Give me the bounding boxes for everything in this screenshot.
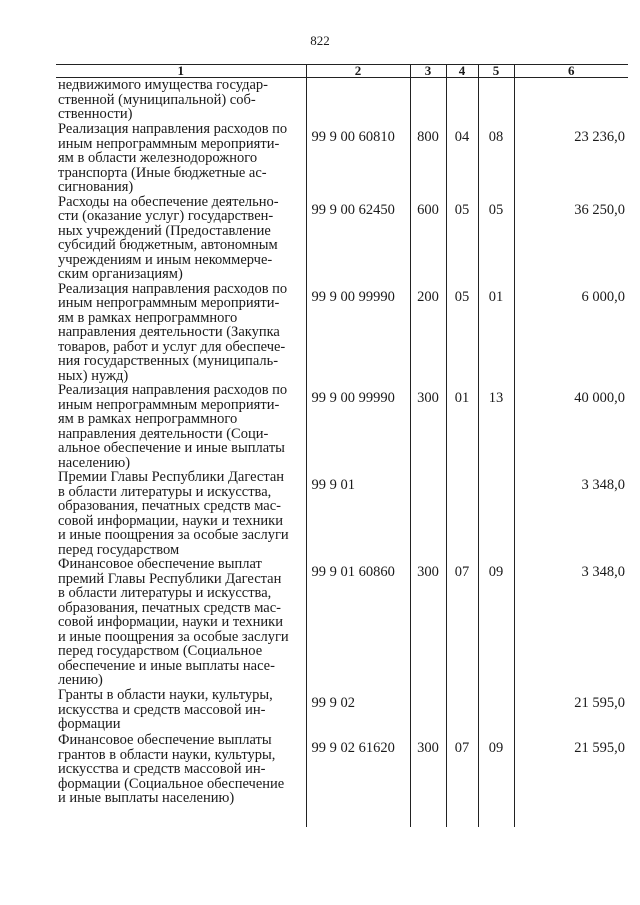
section — [446, 78, 478, 123]
subsection: 09 — [478, 557, 514, 688]
amount: 6 000,0 — [514, 282, 628, 384]
amount: 3 348,0 — [514, 557, 628, 688]
table-row — [56, 122, 628, 195]
expense-type — [410, 688, 446, 733]
table-row — [56, 733, 628, 827]
column-header: 4 — [446, 65, 478, 78]
section — [446, 470, 478, 557]
classification-code: 99 9 00 60810 — [306, 122, 410, 195]
table-row — [56, 195, 628, 282]
table-row — [56, 383, 628, 470]
subsection — [478, 470, 514, 557]
column-header: 3 — [410, 65, 446, 78]
table-row — [56, 78, 628, 123]
subsection: 01 — [478, 282, 514, 384]
expense-name: Реализация направления расходов по иным непрограммным мероприяти- ям в области железнодорожного транспорта (Иные бюджетные ас- сигнования) — [58, 121, 288, 195]
budget-table — [56, 64, 628, 827]
expense-name: Премии Главы Республики Дагестан в области литературы и искусства, образования, печатных средств мас- совой информации, науки и техники и иные поощрения за особые заслуги перед государством — [58, 469, 289, 558]
table-row — [56, 470, 628, 557]
expense-type: 600 — [410, 195, 446, 282]
expense-name: Финансовое обеспечение выплаты грантов в области науки, культуры, искусства и средств массовой ин- формации (Социальное обеспечение и иные выплаты населению) — [58, 732, 285, 806]
subsection — [478, 688, 514, 733]
column-header: 1 — [56, 65, 306, 78]
column-header: 6 — [514, 65, 628, 78]
amount: 40 000,0 — [514, 383, 628, 470]
amount — [514, 78, 628, 123]
table-row — [56, 688, 628, 733]
classification-code: 99 9 01 — [306, 470, 410, 557]
subsection: 05 — [478, 195, 514, 282]
subsection: 09 — [478, 733, 514, 827]
classification-code: 99 9 01 60860 — [306, 557, 410, 688]
expense-type: 300 — [410, 733, 446, 827]
expense-name: Расходы на обеспечение деятельно- сти (оказание услуг) государствен- ных учреждений (Предоставление субсидий бюджетным, автономным учреждениям и иным некоммерче- ским организациям) — [58, 193, 279, 282]
amount: 3 348,0 — [514, 470, 628, 557]
expense-name: недвижимого имущества государ- ственной (муниципальной) соб- ственности) — [58, 77, 268, 122]
column-header: 2 — [306, 65, 410, 78]
expense-name: Реализация направления расходов по иным непрограммным мероприяти- ям в рамках непрограммного направления деятельности (Соци- альное обеспечение и иные выплаты населению) — [58, 382, 288, 471]
section: 07 — [446, 733, 478, 827]
expense-type: 300 — [410, 383, 446, 470]
section: 01 — [446, 383, 478, 470]
classification-code — [306, 78, 410, 123]
classification-code: 99 9 00 99990 — [306, 383, 410, 470]
expense-type: 200 — [410, 282, 446, 384]
section — [446, 688, 478, 733]
section: 05 — [446, 195, 478, 282]
classification-code: 99 9 00 99990 — [306, 282, 410, 384]
expense-name: Гранты в области науки, культуры, искусства и средств массовой ин- формации — [58, 687, 273, 732]
amount: 23 236,0 — [514, 122, 628, 195]
section: 05 — [446, 282, 478, 384]
classification-code: 99 9 02 — [306, 688, 410, 733]
expense-name: Финансовое обеспечение выплат премий Главы Республики Дагестан в области литературы и искусства, образования, печатных средств мас- совой информации, науки и техники и иные поощрения за особые заслуги перед государством (Социальное обеспечение и иные выплаты насе- лению) — [58, 556, 289, 688]
table-row — [56, 282, 628, 384]
expense-type — [410, 78, 446, 123]
section: 07 — [446, 557, 478, 688]
table-row — [56, 557, 628, 688]
classification-code: 99 9 02 61620 — [306, 733, 410, 827]
expense-type — [410, 470, 446, 557]
amount: 36 250,0 — [514, 195, 628, 282]
classification-code: 99 9 00 62450 — [306, 195, 410, 282]
expense-name: Реализация направления расходов по иным непрограммным мероприяти- ям в рамках непрограммного направления деятельности (Закупка товаров, работ и услуг для обеспече- ния государственных (муниципаль- ных) нужд) — [58, 280, 288, 384]
expense-type: 800 — [410, 122, 446, 195]
subsection — [478, 78, 514, 123]
amount: 21 595,0 — [514, 688, 628, 733]
expense-type: 300 — [410, 557, 446, 688]
subsection: 13 — [478, 383, 514, 470]
page-number: 822 — [310, 33, 330, 48]
amount: 21 595,0 — [514, 733, 628, 827]
column-header: 5 — [478, 65, 514, 78]
table-header-row — [56, 65, 628, 78]
section: 04 — [446, 122, 478, 195]
subsection: 08 — [478, 122, 514, 195]
